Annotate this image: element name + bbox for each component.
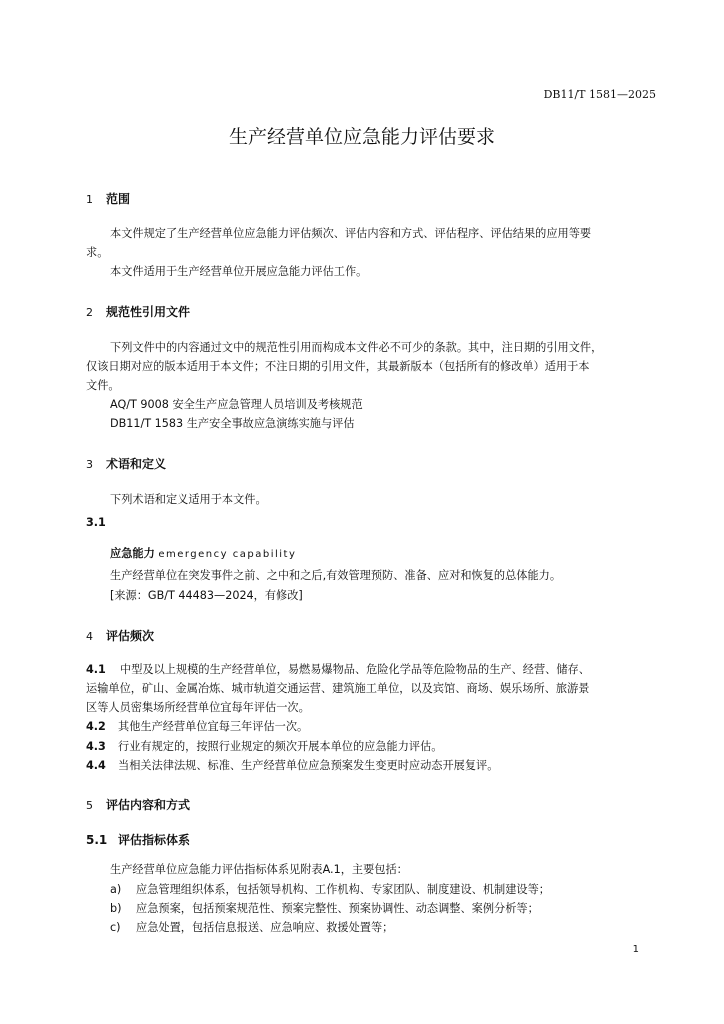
clause-4-3 (86, 737, 442, 756)
paragraph: 求。 (86, 246, 109, 259)
section-3-heading (86, 455, 166, 472)
clause-text: 中型及以上规模的生产经营单位，易燃易爆物品、危险化学品等危险物品的生产、经营、储存、 (120, 663, 590, 676)
clause-number: 4.4 (86, 759, 106, 772)
standard-code: DB11/T 1581—2025 (543, 88, 656, 101)
section-2-heading (86, 303, 190, 320)
list-label: b) (110, 902, 122, 915)
list-label: a) (110, 883, 122, 896)
clause-number: 4.3 (86, 740, 106, 753)
clause-4-1 (86, 660, 590, 679)
term-number: 3.1 (86, 516, 106, 529)
paragraph: 本文件规定了生产经营单位应急能力评估频次、评估内容和方式、评估程序、评估结果的应用等要 (110, 227, 592, 240)
document-title: 生产经营单位应急能力评估要求 (228, 126, 495, 148)
section-number: 4 (86, 630, 93, 643)
list-item (110, 918, 393, 937)
term-definition: 生产经营单位在突发事件之前、之中和之后,有效管理预防、准备、应对和恢复的总体能力。 (110, 569, 562, 582)
section-1-heading (86, 190, 130, 207)
list-text: 应急管理组织体系，包括领导机构、工作机构、专家团队、制度建设、机制建设等； (136, 883, 550, 896)
clause-4-2 (86, 717, 308, 736)
term-source: [来源：GB/T 44483—2024，有修改] (110, 589, 303, 602)
subsection-number: 5.1 (86, 833, 108, 847)
section-5-heading (86, 796, 190, 813)
list-text: 应急预案，包括预案规范性、预案完整性、预案协调性、动态调整、案例分析等； (136, 902, 539, 915)
section-number: 2 (86, 306, 93, 319)
section-number: 5 (86, 799, 93, 812)
page-number: 1 (632, 944, 639, 955)
list-item (110, 880, 550, 899)
section-4-heading (86, 627, 154, 644)
normative-reference: AQ/T 9008 安全生产应急管理人员培训及考核规范 (110, 398, 363, 411)
paragraph: 仅该日期对应的版本适用于本文件；不注日期的引用文件，其最新版本（包括所有的修改单）适用于本 (86, 360, 590, 373)
paragraph: 文件。 (86, 379, 120, 392)
section-title: 评估频次 (106, 629, 155, 643)
section-title: 规范性引用文件 (106, 305, 191, 319)
list-label: c) (110, 921, 121, 934)
normative-reference: DB11/T 1583 生产安全事故应急演练实施与评估 (110, 417, 355, 430)
section-title: 范围 (106, 192, 131, 206)
paragraph: 生产经营单位应急能力评估指标体系见附表A.1，主要包括： (110, 863, 408, 876)
section-title: 术语和定义 (106, 457, 167, 471)
paragraph: 下列术语和定义适用于本文件。 (110, 493, 267, 506)
paragraph: 区等人员密集场所经营单位宜每年评估一次。 (86, 701, 310, 714)
clause-text: 行业有规定的，按照行业规定的频次开展本单位的应急能力评估。 (118, 740, 443, 753)
section-number: 3 (86, 458, 93, 471)
section-title: 评估内容和方式 (106, 798, 191, 812)
clause-text: 其他生产经营单位宜每三年评估一次。 (118, 720, 309, 733)
paragraph: 下列文件中的内容通过文中的规范性引用而构成本文件必不可少的条款。其中，注日期的引用文件， (110, 341, 603, 354)
paragraph: 运输单位，矿山、金属冶炼、城市轨道交通运营、建筑施工单位，以及宾馆、商场、娱乐场所、旅游景 (86, 682, 590, 695)
list-text: 应急处置，包括信息报送、应急响应、救援处置等； (136, 921, 394, 934)
term-entry (110, 544, 296, 564)
clause-number: 4.1 (86, 663, 106, 676)
term-english: emergency capability (158, 549, 297, 560)
subsection-5-1-heading (86, 831, 190, 848)
subsection-title: 评估指标体系 (118, 833, 191, 847)
clause-text: 当相关法律法规、标准、生产经营单位应急预案发生变更时应动态开展复评。 (118, 759, 499, 772)
term-chinese: 应急能力 (110, 547, 155, 560)
clause-number: 4.2 (86, 720, 106, 733)
paragraph: 本文件适用于生产经营单位开展应急能力评估工作。 (110, 265, 368, 278)
list-item (110, 899, 539, 918)
clause-4-4 (86, 756, 498, 775)
section-number: 1 (86, 193, 93, 206)
